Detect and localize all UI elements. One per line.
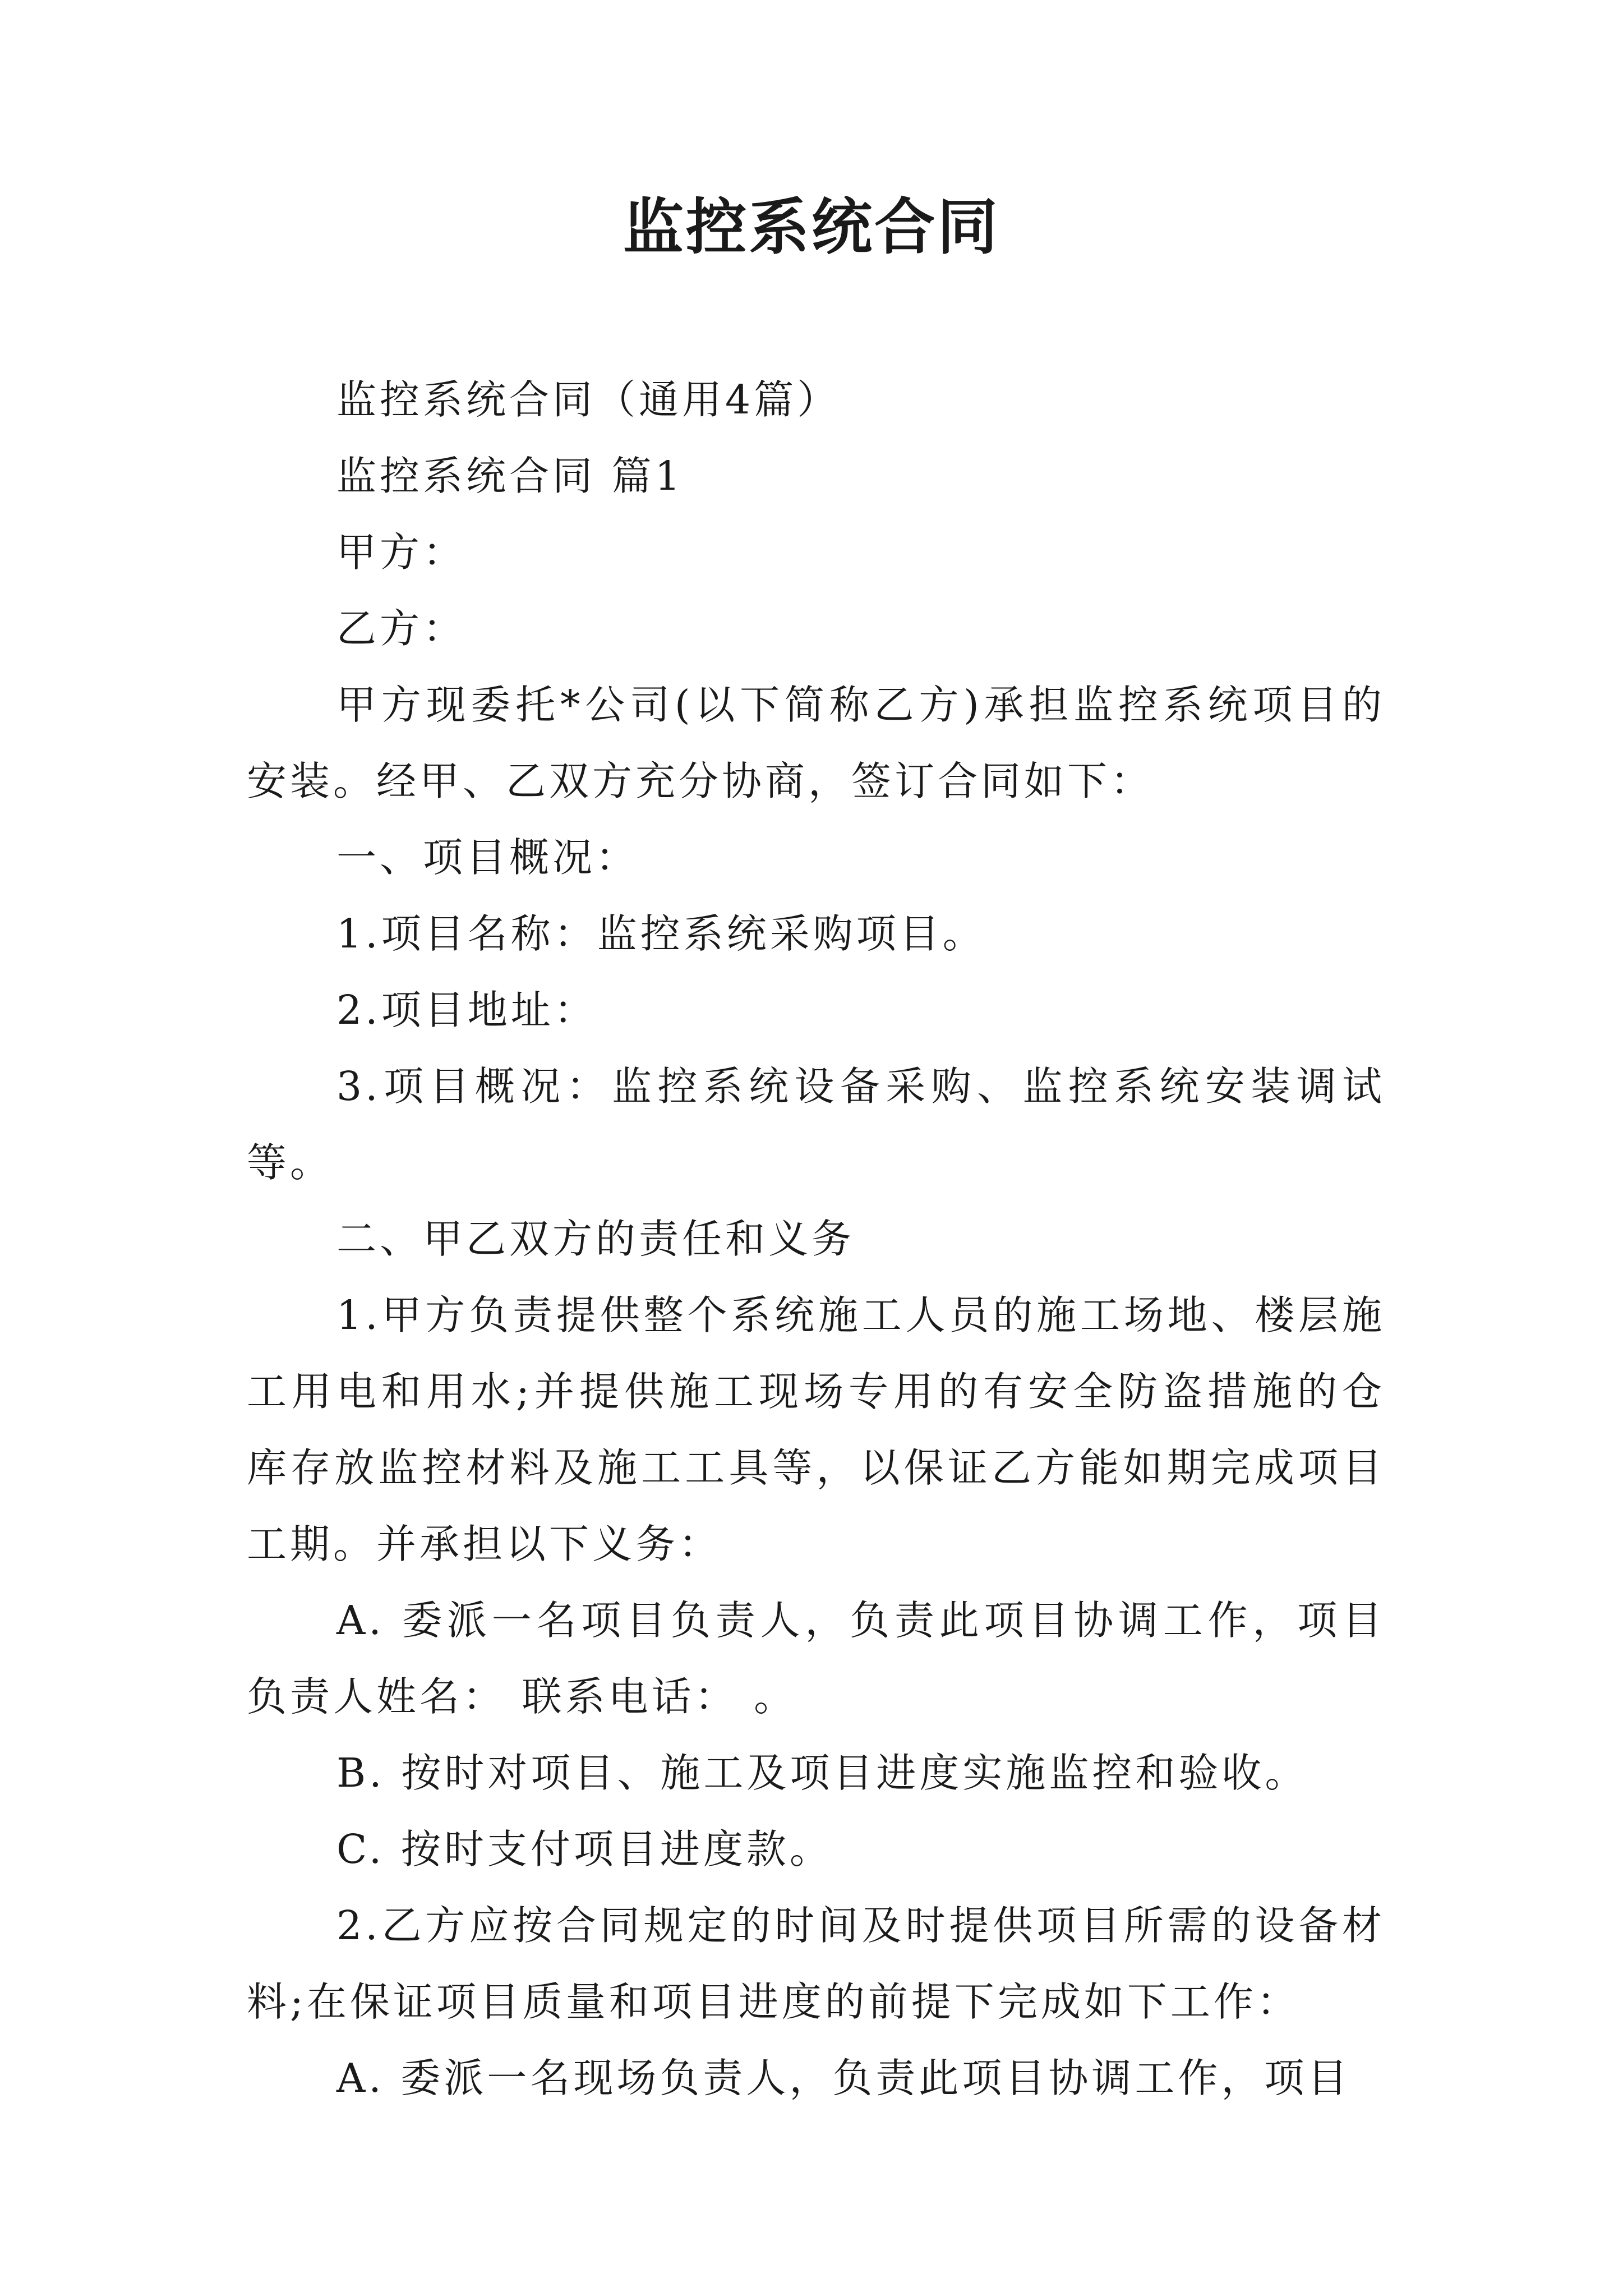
paragraph-party-a: 甲方： [336,529,467,576]
paragraph-section-one: 一、项目概况： [336,834,639,881]
paragraph-section-label: 监控系统合同 篇1 [336,453,684,499]
paragraph-intro: 甲方现委托*公司(以下简称乙方)承担监控系统项目的安装。经甲、乙双方充分协商，签订合同如下： [247,682,1385,804]
paragraph-item-c: C. 按时支付项目进度款。 [336,1826,833,1872]
paragraph-party-b-duties: 2.乙方应按合同规定的时间及时提供项目所需的设备材料;在保证项目质量和项目进度的前提下完成如下工作： [247,1902,1385,2025]
paragraph-item-a-2: A. 委派一名现场负责人，负责此项目协调工作，项目 [336,2055,1351,2101]
paragraph-party-a-duties: 1.甲方负责提供整个系统施工人员的施工场地、楼层施工用电和用水;并提供施工现场专用的有安全防盗措施的仓库存放监控材料及施工工具等，以保证乙方能如期完成项目工期。并承担以下义务： [247,1292,1385,1567]
document-body [247,362,1385,2116]
paragraph-project-address: 2.项目地址： [336,987,597,1033]
paragraph-item-a: A. 委派一名项目负责人，负责此项目协调工作，项目负责人姓名： 联系电话： 。 [247,1597,1385,1720]
paragraph-project-overview: 3.项目概况：监控系统设备采购、监控系统安装调试等。 [247,1063,1385,1186]
paragraph-party-b: 乙方： [336,605,467,652]
paragraph-project-name: 1.项目名称：监控系统采购项目。 [336,910,986,957]
paragraph-item-b: B. 按时对项目、施工及项目进度实施监控和验收。 [336,1750,1308,1796]
paragraph-section-two: 二、甲乙双方的责任和义务 [336,1216,855,1262]
paragraph-heading: 监控系统合同（通用4篇） [336,376,841,423]
document-title: 监控系统合同 [623,192,1000,263]
